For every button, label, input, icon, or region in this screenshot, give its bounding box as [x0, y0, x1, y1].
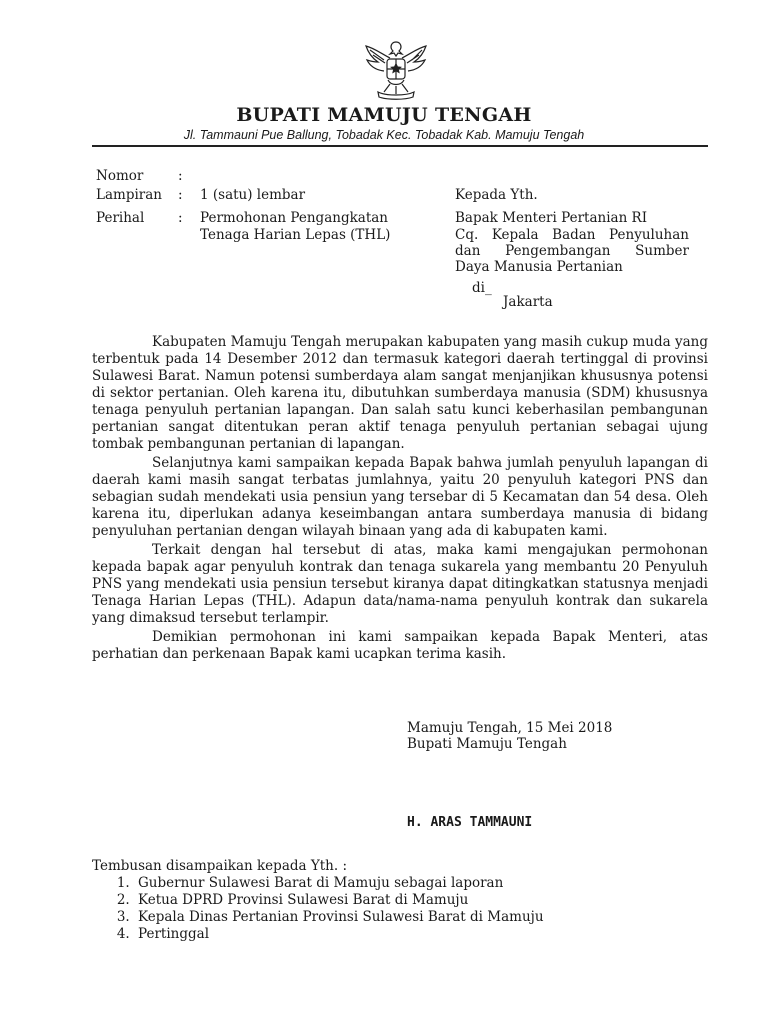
signature-position: Bupati Mamuju Tengah [407, 736, 567, 752]
letterhead-address: Jl. Tammauni Pue Ballung, Tobadak Kec. Tobadak Kab. Mamuju Tengah [183, 128, 585, 142]
nomor-label: Nomor [96, 168, 144, 184]
signatory-name: H. ARAS TAMMAUNI [407, 815, 533, 830]
list-item: 3. Kepala Dinas Pertanian Provinsi Sulawesi Barat di Mamuju [134, 909, 652, 926]
letterhead-title: BUPATI MAMUJU TENGAH [236, 104, 532, 126]
lampiran-value: 1 (satu) lembar [200, 187, 306, 203]
letterhead-divider [92, 145, 708, 147]
lampiran-colon: : [178, 187, 183, 203]
list-item: 1. Gubernur Sulawesi Barat di Mamuju sebagai laporan [134, 875, 652, 892]
garuda-emblem-icon [360, 36, 432, 100]
body-paragraph-3: Terkait dengan hal tersebut di atas, maka kami mengajukan permohonan kepada bapak agar penyuluh kontrak dan tenaga sukarela yang membantu 20 Penyuluh PNS yang mendekati usia pensiun tersebut kiranya dapat ditingkatkan statusnya menjadi Tenaga Harian Lepas (THL). Adapun data/nama-nama penyuluh kontrak dan sukarela yang dimaksud tersebut terlampir. [92, 542, 708, 626]
recipient-greeting: Kepada Yth. [455, 187, 538, 203]
recipient-line-1: Bapak Menteri Pertanian RI [455, 210, 648, 226]
lampiran-label: Lampiran [96, 187, 162, 203]
recipient-line-4: Daya Manusia Pertanian [455, 259, 623, 275]
perihal-label: Perihal [96, 210, 145, 226]
body-paragraph-2: Selanjutnya kami sampaikan kepada Bapak bahwa jumlah penyuluh lapangan di daerah kami masih sangat terbatas jumlahnya, yaitu 20 penyuluh kategori PNS dan sebagian sudah mendekati usia pensiun yang tersebar di 5 Kecamatan dan 54 desa. Oleh karena itu, diperlukan adanya keseimbangan antara sumberdaya manusia di bidang penyuluhan pertanian dengan wilayah binaan yang ada di kabupaten kami. [92, 455, 708, 539]
tembusan-section [92, 858, 652, 943]
letter-body [92, 334, 708, 665]
body-paragraph-4: Demikian permohonan ini kami sampaikan kepada Bapak Menteri, atas perhatian dan perkenaan Bapak kami ucapkan terima kasih. [92, 629, 708, 662]
perihal-line-2: Tenaga Harian Lepas (THL) [200, 227, 391, 243]
perihal-colon: : [178, 210, 183, 226]
perihal-line-1: Permohonan Pengangkatan [200, 210, 388, 226]
recipient-line-2: Cq. Kepala Badan Penyuluhan [455, 227, 689, 243]
body-paragraph-1: Kabupaten Mamuju Tengah merupakan kabupaten yang masih cukup muda yang terbentuk pada 14 Desember 2012 dan termasuk kategori daerah tertinggal di provinsi Sulawesi Barat. Namun potensi sumberdaya alam sangat menjanjikan khususnya potensi di sektor pertanian. Oleh karena itu, dibutuhkan sumberdaya manusia (SDM) khususnya tenaga penyuluh pertanian lapangan. Dan salah satu kunci keberhasilan pembangunan pertanian sangat ditentukan peran aktif tenaga penyuluh pertanian sebagai ujung tombak pembangunan pertanian di lapangan. [92, 334, 708, 452]
list-item: 2. Ketua DPRD Provinsi Sulawesi Barat di Mamuju [134, 892, 652, 909]
nomor-colon: : [178, 168, 183, 184]
signature-place-date: Mamuju Tengah, 15 Mei 2018 [407, 720, 613, 736]
recipient-di: di_ [472, 280, 492, 296]
tembusan-list [92, 875, 652, 943]
list-item: 4. Pertinggal [134, 926, 652, 943]
recipient-city: Jakarta [503, 294, 553, 310]
tembusan-heading: Tembusan disampaikan kepada Yth. : [92, 858, 348, 874]
recipient-line-3: dan Pengembangan Sumber [455, 243, 689, 259]
